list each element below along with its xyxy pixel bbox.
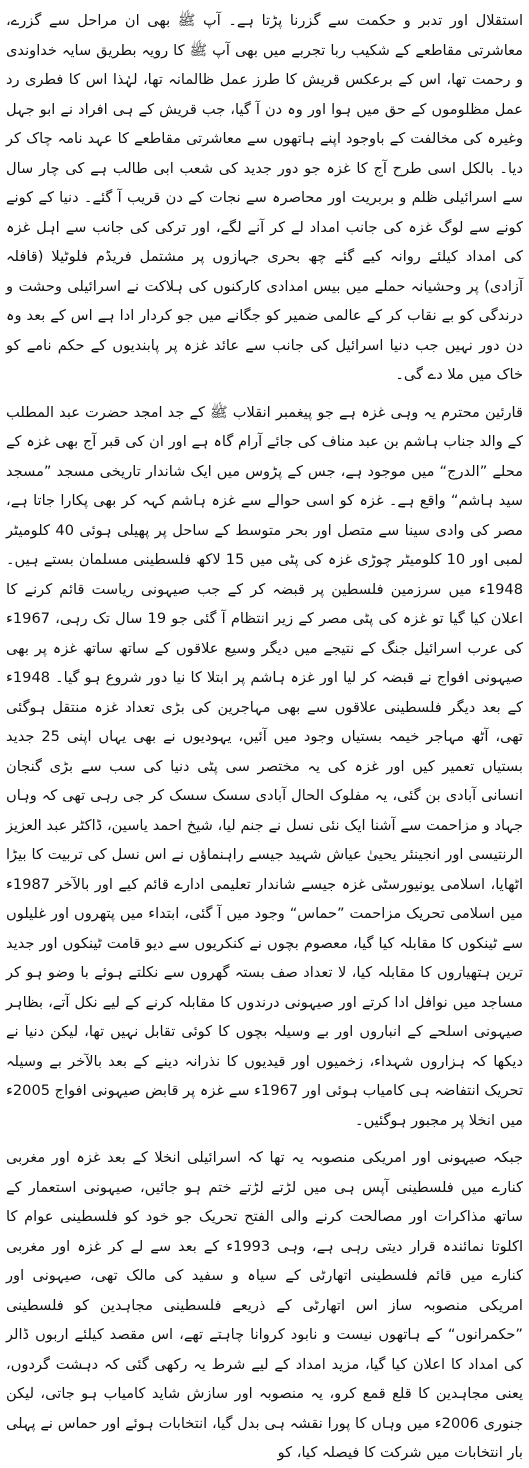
article-paragraph-3: جبکہ صیہونی اور امریکی منصوبہ یہ تھا کہ اسرائیلی انخلا کے بعد غزہ اور مغربی کنارے میں فلسطینی آپس ہی میں لڑتے لڑتے ختم ہو جائیں، صیہونی استعمار کے ساتھ مذاکرات اور مصالحت کرنے والی الفتح تحریک جو خود کو فلسطینی عوام کا اکلوتا نمائندہ قرار دیتی رہی ہے، وہی 1993ء کے بعد سے لے کر غزہ اور مغربی کنارے میں قائم فلسطینی اتھارٹی کے سیاہ و سفید کی مالک تھی، صیہونی اور امریکی منصوبہ ساز اس اتھارٹی کے ذریعے فلسطینی مجاہدین کو فلسطینی ”حکمرانوں“ کے ہاتھوں نیست و نابود کروانا چاہتے تھے، اس مقصد کیلئے اربوں ڈالر کی امداد کا اعلان کیا گیا، مزید امداد کے لیے شرط یہ رکھی گئی کہ دہشت گردوں، یعنی مجاہدین کا قلع قمع کرو، یہ منصوبہ اور سازش شاید کامیاب ہو جاتی، لیکن جنوری 2006ء میں وہاں کا پورا نقشہ ہی بدل گیا، انتخابات ہوئے اور حماس نے پہلی بار انتخابات میں شرکت کا فیصلہ کیا، کو [6,1149,524,1461]
article-paragraph-2: قارئین محترم یہ وہی غزہ ہے جو پیغمبر انقلاب ﷺ کے جد امجد حضرت عبد المطلب کے والد جناب ہاشم بن عبد مناف کی جائے آرام گاہ ہے اور ان کی قبر آج بھی غزہ کے محلے ”الدرج“ میں موجود ہے، جس کے پڑوس میں ایک شاندار تاریخی مسجد ”مسجد سید ہاشم“ واقع ہے۔ غزہ کو اسی حوالے سے غزہ ہاشم کہہ کر بھی پکارا جاتا ہے، مصر کی وادی سینا سے متصل اور بحر متوسط کے ساحل پر پھیلی ہوئی 40 کلومیٹر لمبی اور 10 کلومیٹر چوڑی غزہ کی پٹی میں 15 لاکھ فلسطینی مسلمان بستے ہیں۔ 1948ء میں سرزمین فلسطین پر قبضہ کر کے جب صیہونی ریاست قائم کرنے کا اعلان کیا گیا تو غزہ کی پٹی مصر کے زیر انتظام آ گئی جو 19 سال تک رہی، 1967ء کی عرب اسرائیل جنگ کے نتیجے میں دیگر وسیع علاقوں کے ساتھ ساتھ غزہ پر بھی صیہونی افواج نے قبضہ کر لیا اور غزہ ہاشم پر ابتلا کا نیا دور شروع ہو گیا۔ 1948ء کے بعد دیگر فلسطینی علاقوں سے بھی مہاجرین کی بڑی تعداد غزہ منتقل ہوگئی تھی، آٹھ مہاجر خیمہ بستیاں وجود میں آئیں، یہودیوں نے بھی یہاں اپنی 25 جدید بستیاں تعمیر کیں اور غزہ کی یہ مختصر سی پٹی دنیا کی سب سے بڑی گنجان انسانی آبادی بن گئی، یہ مفلوک الحال آبادی سسک سسک کر جی رہی تھی کہ وہاں جہاد و مزاحمت سے آشنا ایک نئی نسل نے جنم لیا، شیخ احمد یاسین، ڈاکٹر عبد العزیز الرنتیسی اور انجینئر یحییٰ عیاش شہید جیسے راہنماؤں نے اس نسل کی تربیت کا بیڑا اٹھایا، اسلامی یونیورسٹی غزہ جیسے شاندار تعلیمی ادارے قائم کیے اور بالآخر 1987ء میں اسلامی تحریک مزاحمت ”حماس“ وجود میں آ گئی، ابتداء میں پتھروں اور غلیلوں سے ٹینکوں کا مقابلہ کیا گیا، معصوم بچوں نے کنکریوں سے دیو قامت ٹینکوں اور جدید ترین ہتھیاروں کا مقابلہ کیا، لا تعداد صف بستہ گھروں سے نکلتے ہوئے با وضو ہو کر مساجد میں نوافل ادا کرتے اور صیہونی درندوں کا مقابلہ کرنے کے لیے نکل آتے، بظاہر صیہونی اسلحے کے انباروں اور بے وسیلہ بچوں کا کوئی تقابل نہیں تھا، لیکن دنیا نے دیکھا کہ ہزاروں شہداء، زخمیوں اور قیدیوں کا نذرانہ دینے کے بعد بالآخر بے وسیلہ تحریک انتفاضہ ہی کامیاب ہوئی اور 1967ء سے غزہ پر قابض صیہونی افواج 2005ء میں انخلا پر مجبور ہوگئیں۔ [6,403,524,1129]
article-paragraph-1: استقلال اور تدبر و حکمت سے گزرنا پڑتا ہے۔ آپ ﷺ بھی ان مراحل سے گزرے، معاشرتی مقاطعے کے شکیب ربا تجربے میں بھی آپ ﷺ کا رویہ بطریق سایہ خداوندی و رحمت تھا، اس کے برعکس قریش کا طرز عمل ظالمانہ تھا، لہٰذا اس کا فطری رد عمل مظلوموں کے حق میں ہوا اور وہ دن آ گیا، جب قریش کے ہی افراد نے ابو جہل وغیرہ کی مخالفت کے باوجود اپنے ہاتھوں سے معاشرتی مقاطعے کا عہد نامہ چاک کر دیا۔ بالکل اسی طرح آج کا غزہ جو دور جدید کی شعب ابی طالب ہے کی چار سال سے اسرائیلی ظلم و بربریت اور محاصرہ سے نجات کے دن قریب آ گئے۔ دنیا کے کونے کونے سے لوگ غزہ کی جانب امداد لے کر آنے لگے، اور ترکی کی جانب سے اہل غزہ کی امداد کیلئے روانہ کیے گئے چھ بحری جہازوں پر مشتمل فریڈم فلوٹیلا (قافلہ آزادی) پر وحشیانہ حملے میں بیس امدادی کارکنوں کی ہلاکت نے اسرائیلی وحشت و درندگی کو بے نقاب کر کے عالمی ضمیر کو جگانے میں جو کردار ادا ہے اس کے بعد وہ دن دور نہیں جب دنیا اسرائیل کی جانب سے عائد غزہ پر پابندیوں کے حکم نامے کو خاک میں ملا دے گی۔ [6,12,523,383]
